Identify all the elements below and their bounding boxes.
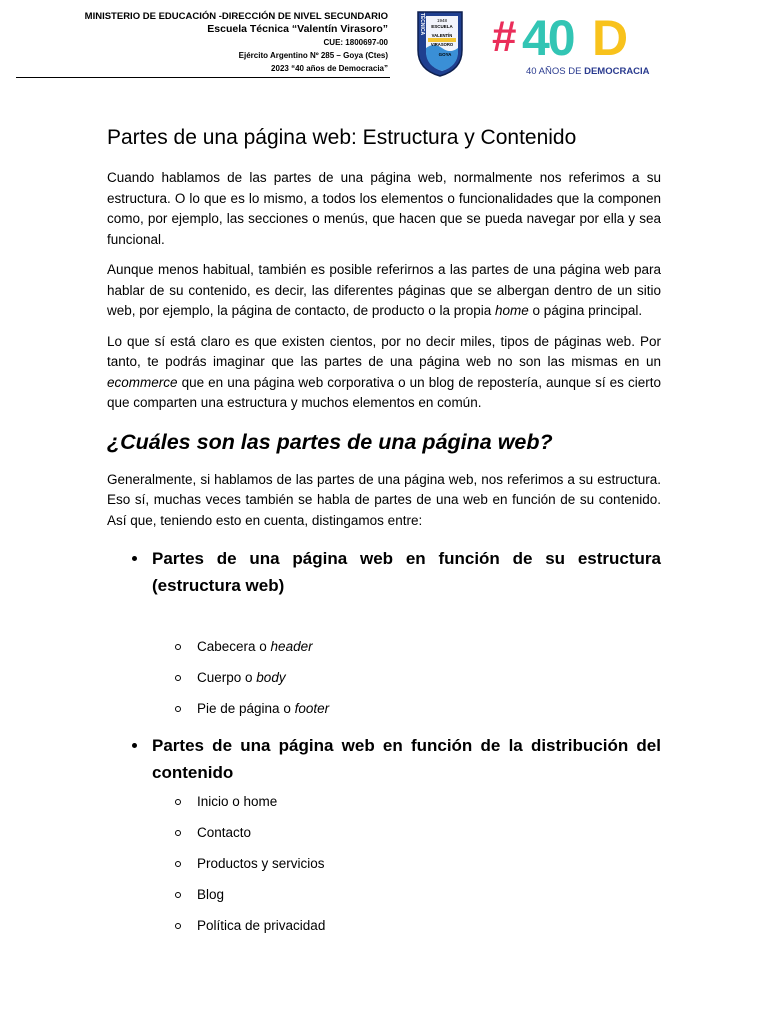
school-name: Escuela Técnica “Valentín Virasoro” (207, 23, 388, 35)
logo-number: 40 (522, 10, 574, 66)
letterhead (85, 10, 388, 75)
circle-bullet (175, 644, 181, 650)
list-item-emphasis: header (270, 639, 313, 654)
bullet-content (107, 732, 661, 786)
paragraph-3-emphasis: ecommerce (107, 374, 178, 390)
logo-subtitle-prefix: 40 AÑOS DE (526, 66, 585, 77)
list-item-text: Pie de página o (197, 701, 295, 716)
paragraph-2-emphasis: home (495, 303, 529, 318)
shield-word-valentin: VALENTÍN (431, 33, 453, 38)
list-item-text: Blog (197, 887, 225, 902)
header-divider (16, 77, 390, 78)
list-item (197, 668, 661, 699)
bullet-dot (132, 743, 137, 748)
ministry-name: MINISTERIO DE EDUCACIÓN -DIRECCIÓN DE NIVEL SECUNDARIO (84, 11, 388, 22)
list-item-text: Inicio o home (197, 794, 278, 809)
list-item-emphasis: body (256, 670, 286, 685)
list-item-text: Cuerpo o (197, 670, 257, 685)
list-item (197, 699, 661, 730)
document-body (107, 124, 661, 947)
list-item-text: Política de privacidad (197, 918, 326, 933)
circle-bullet (175, 706, 181, 712)
content-list (107, 792, 661, 947)
circle-bullet (175, 830, 181, 836)
democracy-40-logo (492, 10, 650, 82)
logo-subtitle (526, 66, 650, 77)
circle-bullet (175, 923, 181, 929)
paragraph-2 (107, 260, 661, 322)
paragraph-2-end: o página principal. (528, 303, 643, 318)
list-item-text: Cabecera o (197, 639, 271, 654)
shield-word-goya: GOYA (438, 52, 452, 57)
list-item-text: Productos y servicios (197, 856, 325, 871)
circle-bullet (175, 861, 181, 867)
paragraph-4: Generalmente, si hablamos de las partes de una página web, nos referimos a su estructura. Eso sí, muchas veces también se habla de partes de una web en función de su contenido. Así que, teniendo esto en cuenta, distingamos entre: (107, 471, 661, 528)
logo-letter: D (592, 10, 629, 66)
circle-bullet (175, 799, 181, 805)
shield-word-virasoro: VIRASORO (430, 42, 454, 47)
paragraph-3-start: Lo que sí está claro es que existen cientos, por no decir miles, tipos de páginas web. Por tanto, te podrás imaginar que las partes de una página web no son las mismas en un (107, 333, 661, 369)
bullet-structure-heading: Partes de una página web en función de su estructura (estructura web) (152, 549, 661, 595)
circle-bullet (175, 892, 181, 898)
year-motto: 2023 “40 años de Democracia” (271, 64, 388, 73)
school-shield-logo (414, 10, 466, 78)
list-item (197, 823, 661, 854)
logo-subtitle-bold: DEMOCRACIA (584, 66, 650, 77)
school-address: Ejército Argentino Nº 285 – Goya (Ctes) (238, 51, 388, 60)
list-item (197, 637, 661, 668)
school-cue: CUE: 1800697-00 (323, 38, 388, 47)
bullet-structure (107, 545, 661, 599)
structure-list (107, 637, 661, 730)
paragraph-1: Cuando hablamos de las partes de una página web, normalmente nos referimos a su estructura. O lo que es lo mismo, a todos los elementos o funcionalidades que la componen como, por ejemplo, las secciones o menús, que hacen que se pueda navegar por ella y sea funcional. (107, 170, 661, 247)
paragraph-2-start: Aunque menos habitual, también es posible referirnos a las partes de una página web para hablar de su contenido, es decir, las diferentes páginas que se albergan dentro de un sitio web, por ejemplo, la página de contacto, de producto o la propia (107, 262, 661, 318)
bullet-dot (132, 556, 137, 561)
list-item (197, 916, 661, 947)
shield-side-text: TÉCNICA (419, 12, 425, 36)
list-item (197, 885, 661, 916)
shield-word-escuela: ESCUELA (431, 24, 453, 29)
circle-bullet (175, 675, 181, 681)
list-item (197, 854, 661, 885)
paragraph-3-end: que en una página web corporativa o un blog de repostería, aunque sí es cierto que comparten una estructura y muchos elementos en común. (107, 374, 661, 410)
logo-hash: # (492, 12, 517, 61)
list-item (197, 792, 661, 823)
list-item-emphasis: footer (294, 701, 330, 716)
paragraph-3 (107, 332, 661, 414)
shield-year: 1948 (436, 18, 448, 23)
bullet-content-heading: Partes de una página web en función de la distribución del contenido (152, 736, 661, 782)
list-item-text: Contacto (197, 825, 252, 840)
section-title: ¿Cuáles son las partes de una página web? (107, 429, 553, 454)
document-title: Partes de una página web: Estructura y Contenido (107, 126, 577, 149)
